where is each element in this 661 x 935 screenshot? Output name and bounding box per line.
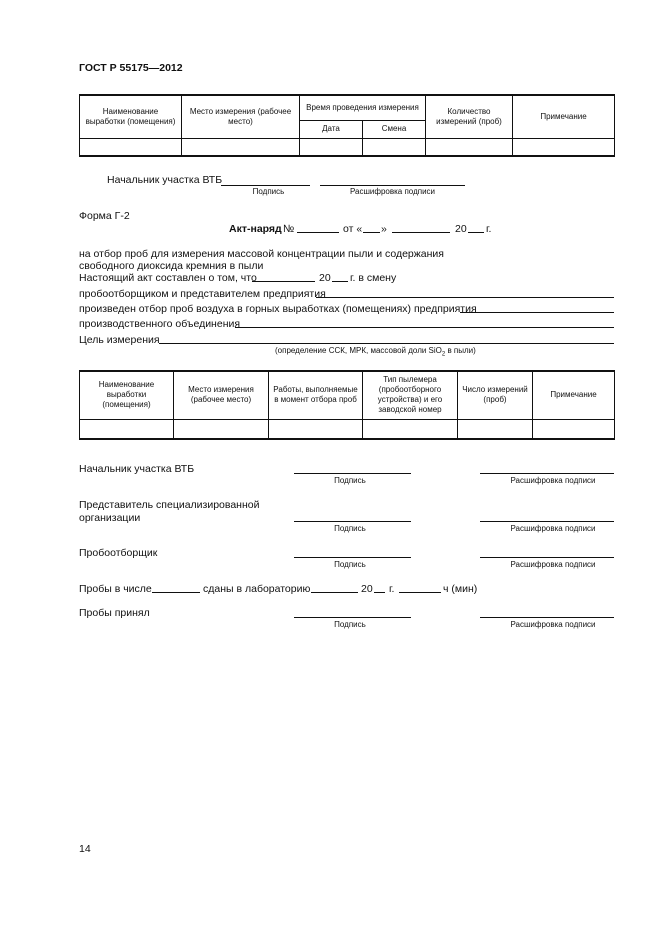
act-text-post: г. в смену — [350, 272, 397, 284]
table1-header-count: Количество измерений (проб) — [426, 95, 513, 138]
sampling-line-label: произведен отбор проб воздуха в горных выработках (помещениях) предприятия — [79, 303, 477, 315]
lab-pre: Пробы в числе — [79, 583, 152, 595]
sampler-decode-caption: Расшифровка подписи — [510, 560, 596, 569]
lab-g: г. — [389, 583, 395, 595]
lab-year-line — [374, 592, 385, 593]
lab-count-line — [152, 592, 200, 593]
table2-header-name: Наименование выработки (помещения) — [80, 371, 174, 419]
table1-header-note: Примечание — [513, 95, 615, 138]
sampler-decode-line — [480, 557, 614, 558]
sampler-label: Пробоотборщик — [79, 547, 158, 559]
table2-header-works: Работы, выполняемые в момент отбора проб — [269, 371, 363, 419]
sampler-signature-line — [294, 557, 411, 558]
signature-line-1 — [221, 185, 310, 186]
accepted-signature-line — [294, 617, 411, 618]
chief-label-1: Начальник участка ВТБ — [107, 174, 223, 186]
chief-signature-caption: Подпись — [334, 476, 366, 485]
representative-signature-line — [294, 521, 411, 522]
lab-mid: сданы в лабораторию — [203, 583, 311, 595]
act-text-pre: Настоящий акт составлен о том, что — [79, 272, 257, 284]
act-text-year-prefix: 20 — [319, 272, 331, 284]
sampler-line-label: пробоотборщиком и представителем предприятия — [79, 288, 326, 300]
accepted-label: Пробы принял — [79, 607, 150, 619]
act-number-sign: № — [283, 223, 295, 235]
decode-line-1 — [320, 185, 465, 186]
lab-year: 20 — [361, 583, 373, 595]
act-year-line — [468, 232, 484, 233]
sampler-fill-line — [316, 297, 614, 298]
goal-fill-line — [159, 343, 614, 344]
table1-header-date: Дата — [300, 120, 363, 138]
goal-label: Цель измерения — [79, 334, 160, 346]
act-title: Акт-наряд — [229, 223, 282, 235]
act-year-prefix: 20 — [455, 223, 467, 235]
lab-date-line — [311, 592, 358, 593]
sampling-fill-line — [460, 312, 614, 313]
act-text-year-line — [332, 281, 348, 282]
table2-header-count: Число измерений (проб) — [458, 371, 533, 419]
chief-signature-line — [294, 473, 411, 474]
act-year-suffix: г. — [486, 223, 492, 235]
representative-signature-caption: Подпись — [334, 524, 366, 533]
form-label: Форма Г-2 — [79, 210, 130, 222]
act-day-line — [363, 232, 380, 233]
accepted-decode-caption: Расшифровка подписи — [510, 620, 596, 629]
lab-unit: ч (мин) — [443, 583, 478, 595]
measurement-table-2 — [79, 370, 615, 440]
act-what-line — [252, 281, 315, 282]
table1-header-time: Время проведения измерения — [300, 95, 426, 120]
table2-header-type: Тип пылемера (пробоотборного устройства) и его заводской номер — [363, 371, 458, 419]
chief-decode-line — [480, 473, 614, 474]
page-number: 14 — [79, 843, 91, 855]
table1-empty-row — [80, 138, 615, 156]
act-month-line — [392, 232, 450, 233]
union-fill-line — [235, 327, 614, 328]
act-date-from: от « — [343, 223, 363, 235]
representative-label-1: Представитель специализированной — [79, 499, 260, 511]
document-standard-number: ГОСТ Р 55175—2012 — [79, 62, 183, 74]
act-date-quote: » — [381, 223, 387, 235]
table1-header-name: Наименование выработки (помещения) — [80, 95, 182, 138]
accepted-decode-line — [480, 617, 614, 618]
act-number-line — [297, 232, 339, 233]
purpose-line-1: на отбор проб для измерения массовой концентрации пыли и содержания — [79, 248, 444, 260]
goal-caption: (определение ССК, МРК, массовой доли SiO$_2$ в пыли) — [275, 346, 476, 358]
representative-decode-line — [480, 521, 614, 522]
lab-time-line — [399, 592, 441, 593]
purpose-line-2: свободного диоксида кремния в пыли — [79, 260, 264, 272]
sampler-signature-caption: Подпись — [334, 560, 366, 569]
table2-header-place: Место измерения (рабочее место) — [174, 371, 269, 419]
decode-caption-1: Расшифровка подписи — [349, 187, 436, 196]
representative-label-2: организации — [79, 512, 141, 524]
chief-label-2: Начальник участка ВТБ — [79, 463, 195, 475]
union-line-label: производственного объединения — [79, 318, 241, 330]
table2-empty-row — [80, 419, 615, 439]
table2-header-note: Примечание — [533, 371, 615, 419]
table1-header-shift: Смена — [363, 120, 426, 138]
representative-decode-caption: Расшифровка подписи — [510, 524, 596, 533]
signature-caption-1: Подпись — [252, 187, 285, 196]
measurement-table-1 — [79, 94, 615, 157]
accepted-signature-caption: Подпись — [334, 620, 366, 629]
chief-decode-caption: Расшифровка подписи — [510, 476, 596, 485]
table1-header-place: Место измерения (рабочее место) — [182, 95, 300, 138]
